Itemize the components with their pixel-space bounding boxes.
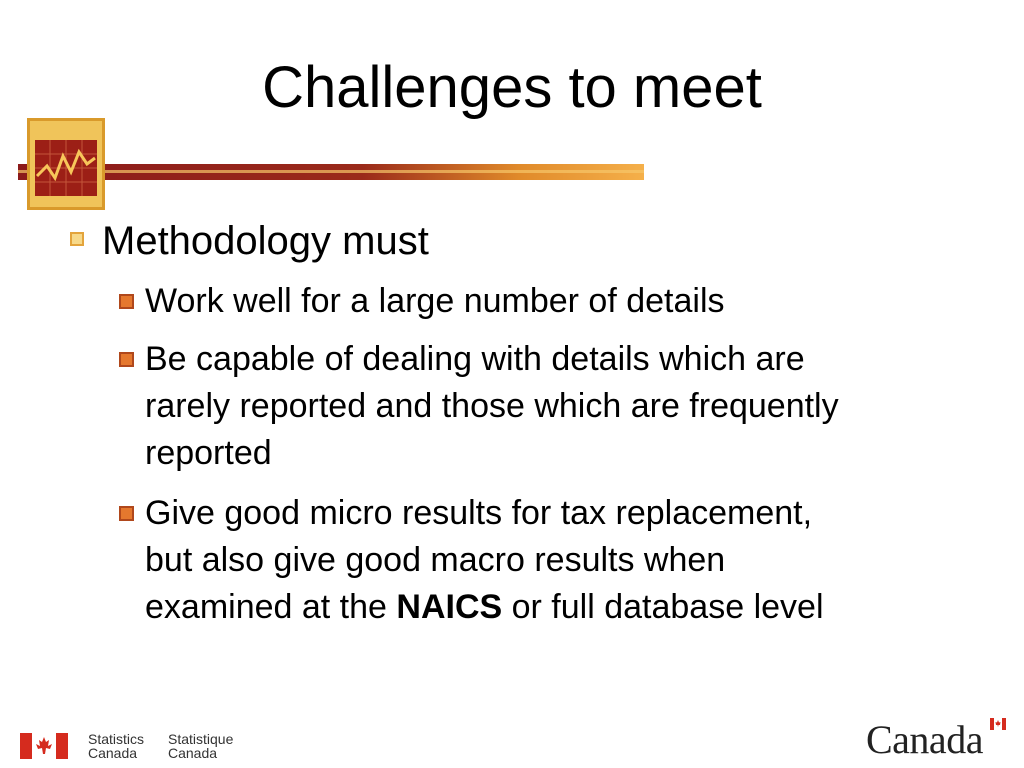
bullet-square-icon: [119, 506, 134, 521]
bullet-line: but also give good macro results when: [145, 541, 726, 579]
bullet-line: Give good micro results for tax replacement,: [145, 494, 813, 532]
canada-flag-icon: [20, 733, 68, 759]
bullet-square-icon: [70, 232, 84, 246]
bullet-item: [145, 336, 975, 477]
bullet-line: reported: [145, 434, 272, 472]
bullet-line: [145, 584, 975, 631]
wordmark-flag-icon: [990, 718, 1006, 730]
footer-text-line: Statistique: [168, 731, 234, 747]
footer-text-line: Canada: [168, 745, 218, 761]
bullet-line: Be capable of dealing with details which are: [145, 340, 805, 378]
statistique-canada-fr: [168, 732, 233, 760]
bullet-line: Work well for a large number of details: [145, 282, 725, 320]
bullet-square-icon: [119, 352, 134, 367]
bullet-text: or full database level: [502, 588, 824, 626]
naics-bold-text: NAICS: [396, 588, 503, 626]
footer-text-line: Statistics: [88, 731, 145, 747]
bullet-square-icon: [119, 294, 134, 309]
bullet-item: [145, 490, 975, 631]
bullet-line: rarely reported and those which are frequently: [145, 387, 839, 425]
canada-wordmark: Canada: [866, 717, 983, 762]
bullet-text: examined at the: [145, 588, 397, 626]
bullet-item: [145, 278, 975, 325]
statistics-canada-en: [88, 732, 144, 760]
title-accent-bar: [18, 164, 644, 180]
chart-logo-icon: [27, 118, 105, 210]
slide-title: Challenges to meet: [262, 55, 762, 120]
footer-text-line: Canada: [88, 745, 138, 761]
bullet-level1: Methodology must: [102, 219, 429, 263]
